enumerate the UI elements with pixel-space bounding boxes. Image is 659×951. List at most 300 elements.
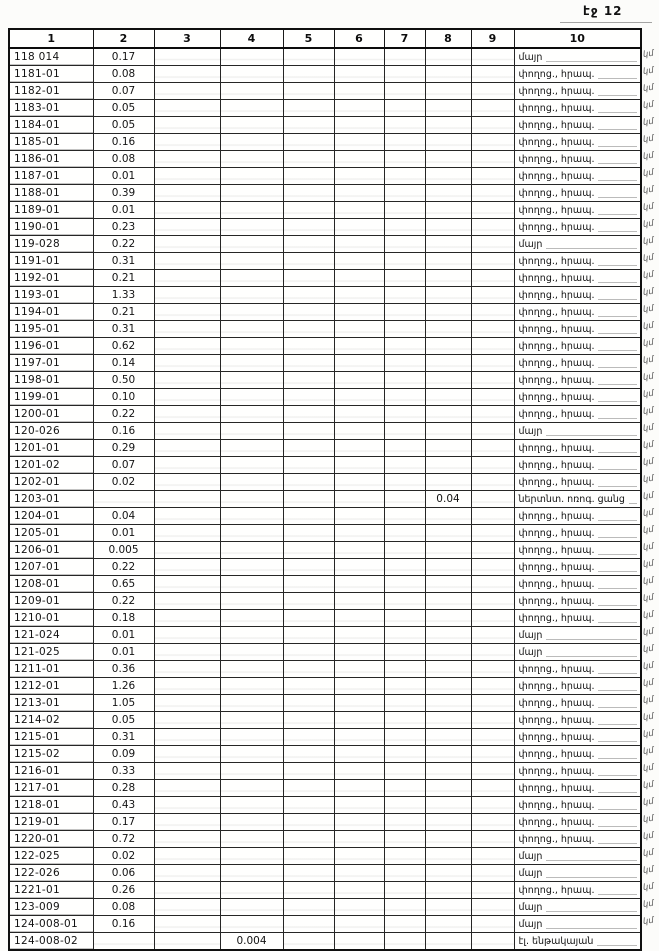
value-cell (425, 66, 471, 83)
value-cell (334, 287, 384, 304)
type-label-cell: մայր (514, 423, 641, 440)
value-cell: 0.07 (93, 83, 154, 100)
value-cell: 0.16 (93, 916, 154, 933)
value-cell (471, 661, 514, 678)
value-cell (334, 457, 384, 474)
value-cell (334, 372, 384, 389)
handwritten-km-mark: կմ (642, 184, 655, 196)
type-label-cell: փողոց., հրապ. (514, 219, 641, 236)
value-cell (283, 542, 334, 559)
value-cell (425, 168, 471, 185)
value-cell (425, 117, 471, 134)
value-cell (334, 355, 384, 372)
type-label-cell: էլ. ենթակայան (514, 933, 641, 951)
parcel-id-cell: 1197-01 (9, 355, 93, 372)
value-cell (334, 66, 384, 83)
value-cell (283, 423, 334, 440)
value-cell (220, 474, 283, 491)
table-row (9, 661, 641, 678)
type-label-cell: փողոց., հրապ. (514, 202, 641, 219)
value-cell (425, 814, 471, 831)
value-cell (471, 321, 514, 338)
handwritten-km-mark: կմ (642, 422, 655, 434)
value-cell (384, 219, 425, 236)
table-row (9, 100, 641, 117)
page-number: էջ 12 (583, 4, 623, 18)
value-cell (283, 508, 334, 525)
value-cell (471, 712, 514, 729)
handwritten-km-mark: կմ (642, 813, 655, 825)
value-cell: 0.26 (93, 882, 154, 899)
value-cell (425, 508, 471, 525)
column-header: 4 (220, 29, 283, 48)
value-cell (220, 151, 283, 168)
value-cell (154, 270, 220, 287)
table-row (9, 729, 641, 746)
value-cell (334, 780, 384, 797)
parcel-id-cell: 1215-01 (9, 729, 93, 746)
value-cell (384, 508, 425, 525)
value-cell (154, 882, 220, 899)
parcel-id-cell: 119-028 (9, 236, 93, 253)
handwritten-km-mark: կմ (642, 48, 655, 60)
value-cell (384, 304, 425, 321)
column-header: 2 (93, 29, 154, 48)
type-label-cell: փողոց., հրապ. (514, 525, 641, 542)
value-cell (384, 661, 425, 678)
value-cell (154, 508, 220, 525)
value-cell (154, 797, 220, 814)
value-cell (283, 865, 334, 882)
table-row (9, 593, 641, 610)
value-cell (425, 202, 471, 219)
value-cell (425, 933, 471, 951)
handwritten-km-mark: կմ (642, 881, 655, 893)
value-cell: 0.06 (93, 865, 154, 882)
value-cell (471, 729, 514, 746)
value-cell (220, 117, 283, 134)
value-cell (425, 457, 471, 474)
value-cell (220, 236, 283, 253)
value-cell (220, 457, 283, 474)
handwritten-km-mark: կմ (642, 864, 655, 876)
value-cell (471, 763, 514, 780)
value-cell (220, 355, 283, 372)
parcel-id-cell: 122-025 (9, 848, 93, 865)
value-cell (334, 168, 384, 185)
table-row (9, 899, 641, 916)
value-cell (471, 219, 514, 236)
value-cell (154, 117, 220, 134)
value-cell (154, 542, 220, 559)
parcel-id-cell: 1181-01 (9, 66, 93, 83)
value-cell (220, 406, 283, 423)
value-cell (283, 66, 334, 83)
type-label-cell: մայր (514, 899, 641, 916)
value-cell (425, 763, 471, 780)
value-cell (220, 270, 283, 287)
value-cell (471, 627, 514, 644)
value-cell (471, 338, 514, 355)
value-cell (283, 559, 334, 576)
value-cell (471, 525, 514, 542)
type-label-cell: փողոց., հրապ. (514, 746, 641, 763)
parcel-id-cell: 1205-01 (9, 525, 93, 542)
value-cell (384, 185, 425, 202)
value-cell (154, 712, 220, 729)
value-cell: 0.16 (93, 134, 154, 151)
value-cell (220, 202, 283, 219)
value-cell (283, 712, 334, 729)
value-cell: 0.004 (220, 933, 283, 951)
table-row (9, 627, 641, 644)
parcel-id-cell: 1203-01 (9, 491, 93, 508)
value-cell: 0.02 (93, 474, 154, 491)
type-label-cell: փողոց., հրապ. (514, 695, 641, 712)
value-cell (220, 644, 283, 661)
value-cell (283, 338, 334, 355)
handwritten-km-mark: կմ (642, 592, 655, 604)
value-cell (425, 542, 471, 559)
value-cell (471, 882, 514, 899)
value-cell: 0.07 (93, 457, 154, 474)
handwritten-km-mark: կմ (642, 694, 655, 706)
value-cell: 0.72 (93, 831, 154, 848)
type-label-cell: փողոց., հրապ. (514, 100, 641, 117)
value-cell (425, 48, 471, 66)
parcel-id-cell: 1191-01 (9, 253, 93, 270)
handwritten-km-mark: կմ (642, 728, 655, 740)
parcel-id-cell: 1184-01 (9, 117, 93, 134)
value-cell (154, 440, 220, 457)
table-row (9, 185, 641, 202)
value-cell (471, 253, 514, 270)
value-cell (283, 491, 334, 508)
value-cell (471, 593, 514, 610)
table-row (9, 151, 641, 168)
value-cell: 0.09 (93, 746, 154, 763)
value-cell (384, 780, 425, 797)
parcel-id-cell: 124-008-02 (9, 933, 93, 951)
value-cell (425, 559, 471, 576)
table-row (9, 644, 641, 661)
value-cell (220, 525, 283, 542)
value-cell (220, 746, 283, 763)
value-cell (154, 763, 220, 780)
handwritten-km-mark: կմ (642, 456, 655, 468)
value-cell (384, 253, 425, 270)
value-cell (334, 797, 384, 814)
value-cell: 0.29 (93, 440, 154, 457)
value-cell (425, 695, 471, 712)
value-cell (425, 678, 471, 695)
value-cell (384, 814, 425, 831)
type-label-cell: փողոց., հրապ. (514, 780, 641, 797)
parcel-id-cell: 1209-01 (9, 593, 93, 610)
value-cell (384, 423, 425, 440)
value-cell (384, 678, 425, 695)
table-row (9, 287, 641, 304)
table-row (9, 457, 641, 474)
handwritten-km-mark: կմ (642, 133, 655, 145)
value-cell (154, 185, 220, 202)
value-cell (334, 219, 384, 236)
value-cell (334, 491, 384, 508)
value-cell (220, 66, 283, 83)
value-cell (471, 610, 514, 627)
value-cell (384, 729, 425, 746)
value-cell (384, 100, 425, 117)
value-cell (384, 321, 425, 338)
handwritten-km-mark: կմ (642, 626, 655, 638)
margin-marks-column (643, 46, 659, 947)
value-cell (220, 610, 283, 627)
value-cell (283, 763, 334, 780)
value-cell (154, 627, 220, 644)
column-header: 3 (154, 29, 220, 48)
value-cell (283, 627, 334, 644)
column-header: 8 (425, 29, 471, 48)
value-cell (471, 117, 514, 134)
value-cell (220, 559, 283, 576)
handwritten-km-mark: կմ (642, 269, 655, 281)
table-row (9, 338, 641, 355)
value-cell: 0.50 (93, 372, 154, 389)
value-cell (471, 559, 514, 576)
parcel-id-cell: 1193-01 (9, 287, 93, 304)
handwritten-km-mark: կմ (642, 235, 655, 247)
value-cell (425, 899, 471, 916)
type-label-cell: փողոց., հրապ. (514, 168, 641, 185)
table-row (9, 814, 641, 831)
value-cell (471, 848, 514, 865)
value-cell (154, 287, 220, 304)
value-cell: 0.01 (93, 525, 154, 542)
table-row (9, 576, 641, 593)
value-cell (384, 338, 425, 355)
column-header: 5 (283, 29, 334, 48)
handwritten-km-mark: կմ (642, 320, 655, 332)
value-cell (154, 831, 220, 848)
type-label-cell: փողոց., հրապ. (514, 338, 641, 355)
value-cell (154, 916, 220, 933)
table-row (9, 848, 641, 865)
value-cell (334, 134, 384, 151)
value-cell (334, 763, 384, 780)
handwritten-km-mark: կմ (642, 915, 655, 927)
value-cell (154, 321, 220, 338)
value-cell (471, 576, 514, 593)
type-label-cell: փողոց., հրապ. (514, 440, 641, 457)
value-cell (154, 304, 220, 321)
value-cell: 0.14 (93, 355, 154, 372)
value-cell: 0.05 (93, 117, 154, 134)
value-cell (471, 185, 514, 202)
column-header: 6 (334, 29, 384, 48)
value-cell (384, 236, 425, 253)
value-cell (154, 219, 220, 236)
value-cell: 0.22 (93, 236, 154, 253)
handwritten-km-mark: կմ (642, 677, 655, 689)
value-cell (471, 48, 514, 66)
value-cell (384, 797, 425, 814)
value-cell (283, 525, 334, 542)
value-cell (334, 848, 384, 865)
value-cell (384, 746, 425, 763)
value-cell: 0.01 (93, 644, 154, 661)
value-cell (283, 440, 334, 457)
value-cell (220, 593, 283, 610)
value-cell: 0.01 (93, 627, 154, 644)
value-cell (425, 304, 471, 321)
value-cell (471, 797, 514, 814)
value-cell (220, 100, 283, 117)
value-cell: 0.31 (93, 321, 154, 338)
type-label-cell: փողոց., հրապ. (514, 763, 641, 780)
table-row (9, 763, 641, 780)
value-cell (384, 287, 425, 304)
handwritten-km-mark: կմ (642, 830, 655, 842)
value-cell: 0.39 (93, 185, 154, 202)
value-cell (471, 423, 514, 440)
value-cell (471, 287, 514, 304)
value-cell (425, 916, 471, 933)
value-cell (384, 389, 425, 406)
value-cell (334, 695, 384, 712)
value-cell (283, 814, 334, 831)
value-cell (154, 372, 220, 389)
value-cell: 1.33 (93, 287, 154, 304)
value-cell (283, 389, 334, 406)
type-label-cell: փողոց., հրապ. (514, 576, 641, 593)
value-cell (93, 491, 154, 508)
value-cell: 0.36 (93, 661, 154, 678)
value-cell (425, 712, 471, 729)
value-cell (220, 491, 283, 508)
handwritten-km-mark: կմ (642, 490, 655, 502)
value-cell: 0.65 (93, 576, 154, 593)
value-cell: 0.33 (93, 763, 154, 780)
parcel-id-cell: 1182-01 (9, 83, 93, 100)
table-row (9, 304, 641, 321)
value-cell (471, 933, 514, 951)
parcel-id-cell: 1186-01 (9, 151, 93, 168)
value-cell (471, 831, 514, 848)
value-cell: 1.26 (93, 678, 154, 695)
parcel-id-cell: 1216-01 (9, 763, 93, 780)
value-cell (220, 219, 283, 236)
value-cell (283, 474, 334, 491)
value-cell (283, 185, 334, 202)
value-cell (471, 151, 514, 168)
parcel-id-cell: 1206-01 (9, 542, 93, 559)
value-cell (425, 185, 471, 202)
value-cell (471, 66, 514, 83)
type-label-cell: փողոց., հրապ. (514, 253, 641, 270)
parcel-id-cell: 1188-01 (9, 185, 93, 202)
value-cell (220, 678, 283, 695)
type-label-cell: փողոց., հրապ. (514, 559, 641, 576)
value-cell (154, 865, 220, 882)
value-cell (154, 559, 220, 576)
value-cell (334, 83, 384, 100)
value-cell: 0.05 (93, 712, 154, 729)
value-cell: 0.16 (93, 423, 154, 440)
handwritten-km-mark: կմ (642, 252, 655, 264)
type-label-cell: փողոց., հրապ. (514, 542, 641, 559)
type-label-cell: փողոց., հրապ. (514, 389, 641, 406)
value-cell: 0.22 (93, 406, 154, 423)
value-cell (334, 236, 384, 253)
value-cell: 0.04 (425, 491, 471, 508)
value-cell (334, 712, 384, 729)
handwritten-km-mark: կմ (642, 524, 655, 536)
parcel-id-cell: 1213-01 (9, 695, 93, 712)
value-cell (334, 304, 384, 321)
value-cell (334, 576, 384, 593)
value-cell (384, 899, 425, 916)
value-cell (283, 933, 334, 951)
table-row (9, 423, 641, 440)
value-cell (283, 644, 334, 661)
value-cell (471, 746, 514, 763)
value-cell (220, 831, 283, 848)
value-cell (384, 712, 425, 729)
table-row (9, 865, 641, 882)
value-cell (334, 559, 384, 576)
parcel-id-cell: 1214-02 (9, 712, 93, 729)
table-row (9, 916, 641, 933)
table-row (9, 321, 641, 338)
value-cell (471, 406, 514, 423)
handwritten-km-mark: կմ (642, 303, 655, 315)
value-cell (154, 355, 220, 372)
table-row (9, 117, 641, 134)
value-cell (220, 899, 283, 916)
value-cell (154, 66, 220, 83)
value-cell (334, 729, 384, 746)
handwritten-km-mark: կմ (642, 609, 655, 621)
value-cell (425, 644, 471, 661)
value-cell (384, 48, 425, 66)
value-cell (283, 48, 334, 66)
value-cell (425, 270, 471, 287)
value-cell: 0.62 (93, 338, 154, 355)
value-cell (154, 253, 220, 270)
handwritten-km-mark: կմ (642, 82, 655, 94)
value-cell (384, 695, 425, 712)
handwritten-km-mark: կմ (642, 575, 655, 587)
value-cell (334, 627, 384, 644)
value-cell (283, 695, 334, 712)
handwritten-km-mark: կմ (642, 99, 655, 111)
value-cell: 0.05 (93, 100, 154, 117)
value-cell (283, 678, 334, 695)
value-cell (471, 542, 514, 559)
table-row (9, 933, 641, 951)
parcel-id-cell: 1217-01 (9, 780, 93, 797)
handwritten-km-mark: կմ (642, 405, 655, 417)
type-label-cell: փողոց., հրապ. (514, 287, 641, 304)
value-cell (220, 253, 283, 270)
value-cell (334, 389, 384, 406)
value-cell (154, 899, 220, 916)
table-row (9, 712, 641, 729)
value-cell (154, 610, 220, 627)
value-cell (471, 457, 514, 474)
value-cell (220, 797, 283, 814)
table-row (9, 219, 641, 236)
